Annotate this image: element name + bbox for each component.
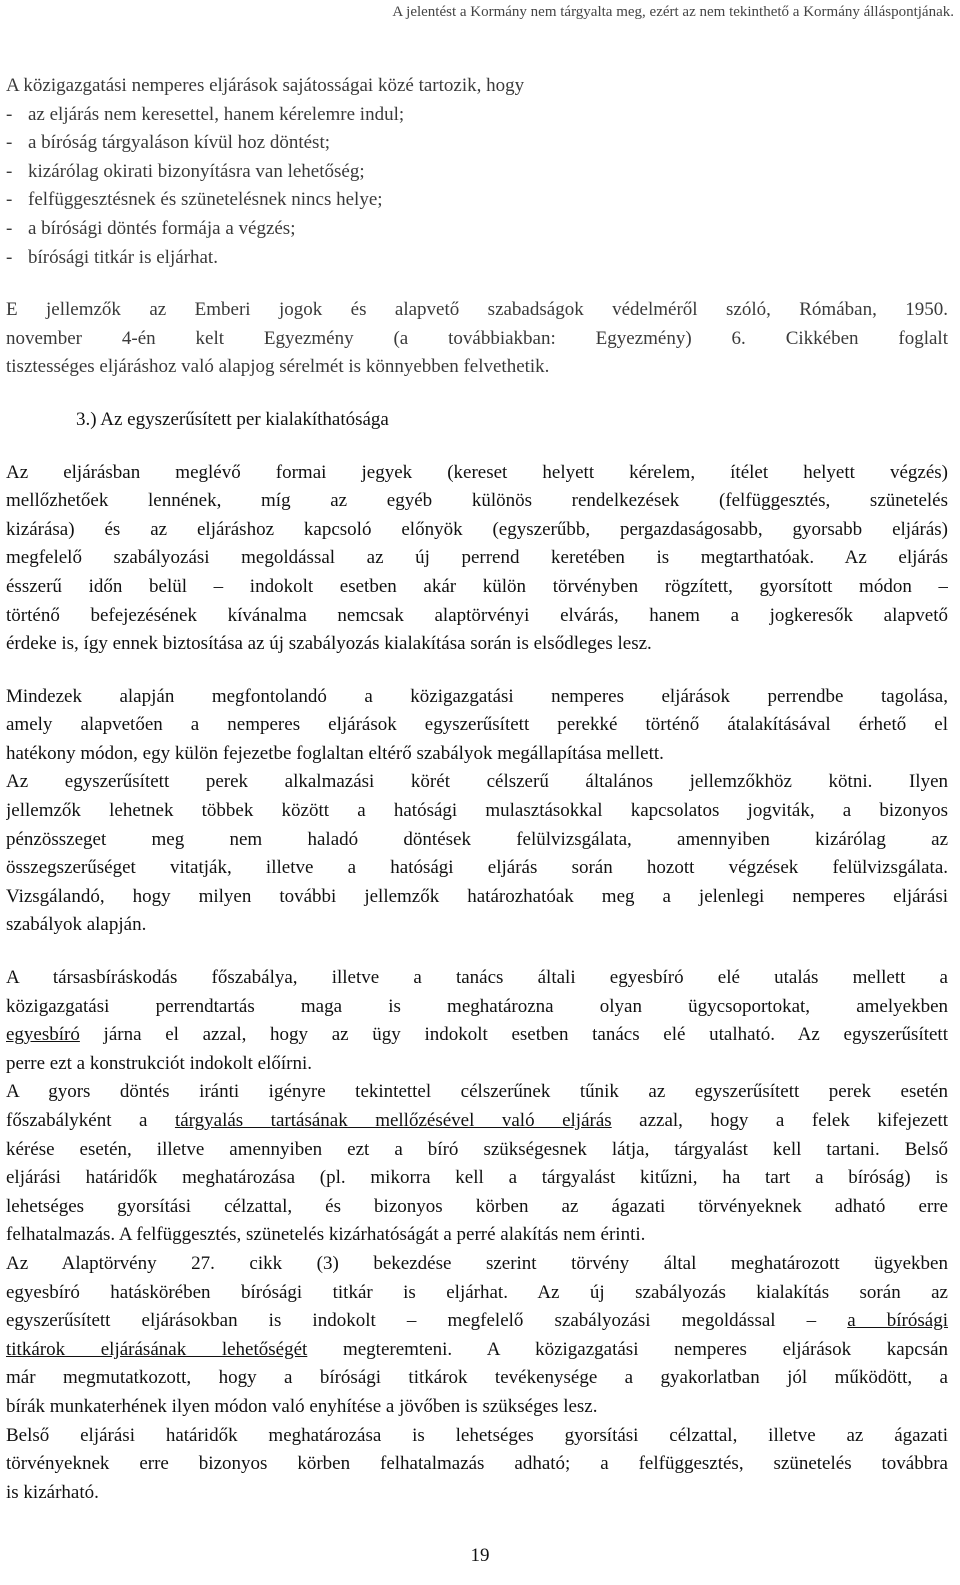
paragraph-6 bbox=[6, 1250, 948, 1422]
paragraph-line: törvényeknek erre bizonyos körben felhatalmazás adható; a felfüggesztés, szünetelés továbbra bbox=[6, 1453, 948, 1475]
paragraph-line: ésszerű időn belül – indokolt esetben akár külön törvényben rögzített, gyorsított módon – bbox=[6, 575, 948, 597]
paragraph-4 bbox=[6, 964, 948, 1078]
paragraph-line: amely alapvetően a nemperes eljárások egyszerűsített perekké történő átalakításával érhető el bbox=[6, 714, 948, 736]
paragraph-7 bbox=[6, 1422, 948, 1508]
spacer bbox=[6, 940, 948, 964]
paragraph-line: Az egyszerűsített perek alkalmazási körét célszerű általános jellemzőkhöz kötni. Ilyen bbox=[6, 771, 948, 793]
paragraph-line: jellemzők lehetnek többek között a hatósági mulasztásokkal kapcsolatos jogviták, a bizonyos bbox=[6, 800, 948, 822]
dash-marker: - bbox=[6, 160, 13, 182]
paragraph-1 bbox=[6, 459, 948, 659]
paragraph-line: Az eljárásban meglévő formai jegyek (kereset helyett kérelem, ítélet helyett végzés) bbox=[6, 461, 948, 483]
paragraph-line bbox=[6, 1107, 948, 1136]
list-item-text: az eljárás nem keresettel, hanem kérelemre indul; bbox=[28, 103, 405, 125]
underlined-term: tárgyalás tartásának mellőzésével való eljárás bbox=[174, 1110, 612, 1131]
paragraph-line: eljárási határidők meghatározása (pl. mikorra kell a tárgyalást kitűzni, ha tart a bíróság) is bbox=[6, 1167, 948, 1189]
paragraph-line: közigazgatási perrendtartás maga is meghatározna olyan ügycsoportokat, amelyekben bbox=[6, 995, 948, 1017]
paragraph-line: is kizárható. bbox=[6, 1481, 99, 1503]
dash-marker: - bbox=[6, 132, 13, 154]
paragraph-line: hatékony módon, egy külön fejezetbe foglaltan eltérő szabályok megállapítása mellett. bbox=[6, 742, 664, 764]
paragraph-line: kérése esetén, illetve amennyiben ezt a bíró szükségesnek látja, tárgyalást kell tartani. Belső bbox=[6, 1138, 948, 1160]
line-text: főszabályként a bbox=[6, 1110, 175, 1131]
page-number: 19 bbox=[470, 1545, 490, 1566]
dash-marker: - bbox=[6, 217, 13, 239]
paragraph-line: E jellemzők az Emberi jogok és alapvető szabadságok védelméről szóló, Rómában, 1950. bbox=[6, 299, 948, 321]
paragraph-line: már megmutatkozott, hogy a bírósági titkárok tevékenysége a gyakorlatban jól működött, a bbox=[6, 1367, 948, 1389]
paragraph-line bbox=[6, 1336, 948, 1365]
convention-paragraph bbox=[6, 296, 948, 382]
spacer bbox=[6, 435, 948, 459]
paragraph-line: lehetséges gyorsítási célzattal, és bizonyos körben az ágazati törvényeknek adható erre bbox=[6, 1195, 948, 1217]
line-text: megteremteni. A közigazgatási nemperes eljárások kapcsán bbox=[307, 1338, 948, 1360]
underlined-term: egyesbíró bbox=[6, 1024, 80, 1046]
paragraph-line: A társasbíráskodás főszabálya, illetve a tanács általi egyesbíró elé utalás mellett a bbox=[6, 967, 948, 989]
paragraph-line: érdeke is, így ennek biztosítása az új szabályozás kialakítása során is elsődleges lesz. bbox=[6, 633, 652, 655]
intro-lead: A közigazgatási nemperes eljárások sajátosságai közé tartozik, hogy bbox=[6, 75, 525, 96]
paragraph-line: perre ezt a konstrukciót indokolt előírni. bbox=[6, 1052, 313, 1074]
line-text: járna el azzal, hogy az ügy indokolt esetben tanács elé utalható. Az egyszerűsített bbox=[79, 1024, 948, 1046]
paragraph-3 bbox=[6, 768, 948, 940]
list-item bbox=[6, 244, 948, 273]
paragraph-line: mellőzhetőek lennének, míg az egyéb különös rendelkezések (felfüggesztés, szünetelés bbox=[6, 490, 948, 512]
paragraph-line: Vizsgálandó, hogy milyen további jellemzők határozhatóak meg a jelenlegi nemperes eljárási bbox=[6, 885, 948, 907]
list-item-text: felfüggesztésnek és szünetelésnek nincs helye; bbox=[28, 189, 383, 211]
paragraph-2 bbox=[6, 683, 948, 769]
dash-marker: - bbox=[6, 189, 13, 211]
running-header: A jelentést a Kormány nem tárgyalta meg, ezért az nem tekinthető a Kormány álláspontjának. bbox=[392, 4, 954, 20]
spacer bbox=[6, 659, 948, 683]
list-item bbox=[6, 215, 948, 244]
paragraph-line: egyesbíró hatáskörében bírósági titkár is eljárhat. Az új szabályozás kialakítás során az bbox=[6, 1281, 948, 1303]
paragraph-line: felhatalmazás. A felfüggesztés, szünetelés kizárhatóságát a perré alakítás nem érinti. bbox=[6, 1224, 646, 1246]
page-body bbox=[6, 72, 948, 1507]
paragraph-line: pénzösszeget meg nem haladó döntések felülvizsgálata, amennyiben kizárólag az bbox=[6, 828, 948, 850]
list-item-text: kizárólag okirati bizonyításra van lehetőség; bbox=[28, 160, 365, 182]
spacer bbox=[6, 272, 948, 296]
paragraph-line: összegszerűséget vitatják, illetve a hatósági eljárás során hozott végzések felülvizsgálata. bbox=[6, 857, 948, 879]
paragraph-line: kizárása) és az eljáráshoz kapcsoló előnyök (egyszerűbb, pergazdaságosabb, gyorsabb eljárás) bbox=[6, 518, 948, 540]
paragraph-line bbox=[6, 1021, 948, 1050]
list-item-text: a bírósági döntés formája a végzés; bbox=[28, 217, 296, 239]
paragraph-line: megfelelő szabályozási megoldással az új perrend keretében is megtarthatóak. Az eljárás bbox=[6, 547, 948, 569]
dash-marker: - bbox=[6, 246, 13, 268]
paragraph-5 bbox=[6, 1078, 948, 1250]
paragraph-line: Az Alaptörvény 27. cikk (3) bekezdése szerint törvény által meghatározott ügyekben bbox=[6, 1252, 948, 1274]
paragraph-line: bírák munkaterhének ilyen módon való enyhítése a jövőben is szükséges lesz. bbox=[6, 1395, 598, 1417]
paragraph-line: A gyors döntés iránti igényre tekintettel célszerűnek tűnik az egyszerűsített perek esetén bbox=[6, 1081, 948, 1103]
underlined-term: titkárok eljárásának lehetőségét bbox=[6, 1338, 308, 1360]
paragraph-line: november 4-én kelt Egyezmény (a továbbiakban: Egyezmény) 6. Cikkében foglalt bbox=[6, 327, 948, 349]
list-item bbox=[6, 101, 948, 130]
underlined-term: a bírósági bbox=[847, 1310, 948, 1332]
dash-marker: - bbox=[6, 103, 13, 125]
line-text: azzal, hogy a felek kifejezett bbox=[611, 1110, 948, 1131]
list-item-text: bírósági titkár is eljárhat. bbox=[28, 246, 218, 268]
paragraph-line: tisztességes eljáráshoz való alapjog sérelmét is könnyebben felvethetik. bbox=[6, 356, 550, 378]
list-item-text: a bíróság tárgyaláson kívül hoz döntést; bbox=[28, 132, 331, 154]
paragraph-line: Mindezek alapján megfontolandó a közigazgatási nemperes eljárások perrendbe tagolása, bbox=[6, 685, 948, 707]
list-item bbox=[6, 129, 948, 158]
spacer bbox=[6, 382, 948, 406]
paragraph-line: történő befejezésének kívánalma nemcsak alaptörvényi elvárás, hanem a jogkeresők alapvető bbox=[6, 604, 948, 626]
paragraph-line: Belső eljárási határidők meghatározása is lehetséges gyorsítási célzattal, illetve az ágazati bbox=[6, 1424, 948, 1446]
intro-block bbox=[6, 72, 948, 272]
list-item bbox=[6, 158, 948, 187]
list-item bbox=[6, 186, 948, 215]
paragraph-line bbox=[6, 1307, 948, 1336]
line-text: egyszerűsített eljárásokban is indokolt – megfelelő szabályozási megoldással – bbox=[6, 1310, 848, 1332]
paragraph-line: szabályok alapján. bbox=[6, 914, 147, 936]
section-heading: 3.) Az egyszerűsített per kialakíthatósága bbox=[76, 408, 389, 430]
